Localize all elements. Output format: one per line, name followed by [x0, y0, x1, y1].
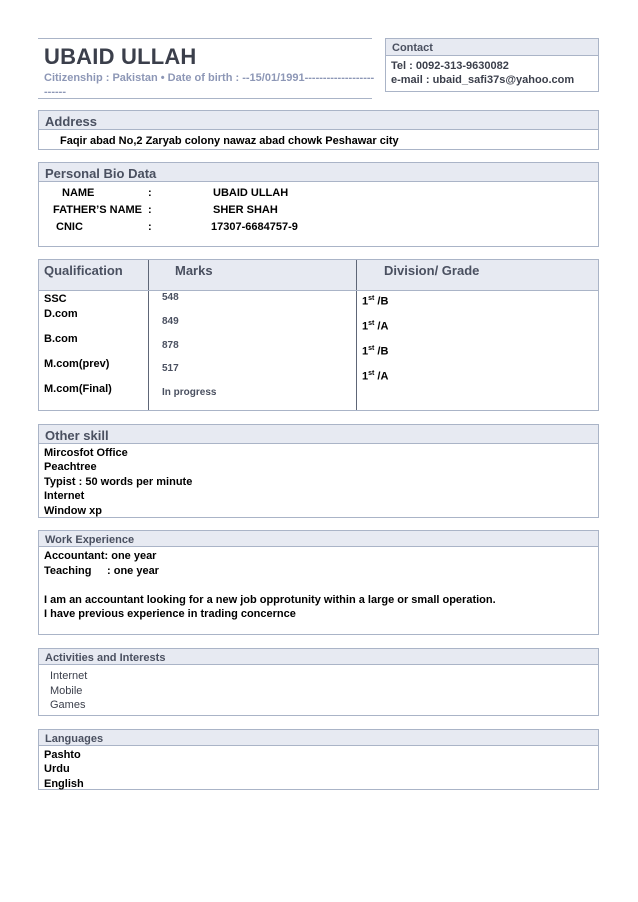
qual-degree-mcom-prev: M.com(prev): [44, 358, 110, 370]
qual-mark-mcom-final: In progress: [162, 387, 217, 398]
qual-col-marks: Marks: [175, 263, 213, 278]
activities-title: Activities and Interests: [45, 652, 166, 664]
language-item: English: [44, 778, 84, 790]
address-header: [38, 110, 599, 130]
skill-item: Peachtree: [44, 461, 97, 473]
contact-title: Contact: [392, 42, 433, 54]
skill-item: Typist : 50 words per minute: [44, 476, 193, 488]
contact-tel: Tel : 0092-313-9630082: [391, 60, 509, 72]
qual-grade-3: 1st /B: [362, 345, 389, 358]
header-bottom-rule: [38, 98, 372, 99]
bio-label-name: NAME: [62, 187, 95, 199]
work-line-accountant: Accountant: one year: [44, 550, 157, 562]
bio-title: Personal Bio Data: [45, 166, 157, 181]
skill-item: Mircosfot Office: [44, 447, 128, 459]
activity-item: Mobile: [50, 685, 83, 697]
activity-item: Internet: [50, 670, 88, 682]
bio-sep-name: :: [148, 187, 152, 199]
contact-header: [385, 38, 599, 56]
activities-header: [38, 648, 599, 665]
qual-grade-1: 1st /B: [362, 295, 389, 308]
contact-email: e-mail : ubaid_safi37s@yahoo.com: [391, 74, 575, 86]
languages-header: [38, 729, 599, 746]
skills-title: Other skill: [45, 428, 109, 443]
qual-grade-4: 1st /A: [362, 370, 389, 383]
work-line-teaching-label: Teaching: [44, 565, 92, 577]
work-header: [38, 530, 599, 547]
address-title: Address: [45, 114, 98, 129]
language-item: Pashto: [44, 749, 81, 761]
qual-col-grade: Division/ Grade: [384, 263, 480, 278]
work-title: Work Experience: [45, 534, 135, 546]
citizenship-dob-line2: ------: [44, 86, 66, 98]
qual-grade-2: 1st /A: [362, 320, 389, 333]
qual-mark-mcom-prev: 517: [162, 363, 179, 374]
citizenship-dob-line1: Citizenship : Pakistan • Date of birth : --15/01/1991-------------------: [44, 72, 375, 84]
skill-item: Window xp: [44, 505, 102, 517]
skill-item: Internet: [44, 490, 85, 502]
qual-mark-dcom: 849: [162, 316, 179, 327]
qual-mark-bcom: 878: [162, 340, 179, 351]
bio-sep-cnic: :: [148, 221, 152, 233]
activities-box: [38, 664, 599, 716]
qual-degree-dcom: D.com: [44, 308, 78, 320]
languages-box: [38, 745, 599, 790]
qual-mark-ssc: 548: [162, 292, 179, 303]
bio-header: [38, 162, 599, 182]
candidate-name: UBAID ULLAH: [44, 44, 197, 69]
bio-value-father: SHER SHAH: [213, 204, 278, 216]
work-para-1: I am an accountant looking for a new job opprotunity within a large or small operation.: [44, 594, 496, 606]
bio-sep-father: :: [148, 204, 152, 216]
address-text: Faqir abad No,2 Zaryab colony nawaz abad chowk Peshawar city: [60, 135, 399, 147]
qualification-body: [38, 290, 599, 411]
qual-degree-mcom-final: M.com(Final): [44, 383, 112, 395]
language-item: Urdu: [44, 763, 70, 775]
bio-label-cnic: CNIC: [56, 221, 83, 233]
activity-item: Games: [50, 699, 86, 711]
qual-degree-bcom: B.com: [44, 333, 78, 345]
bio-value-name: UBAID ULLAH: [213, 187, 289, 199]
qual-degree-ssc: SSC: [44, 293, 67, 305]
bio-value-cnic: 17307-6684757-9: [211, 221, 298, 233]
work-para-2: I have previous experience in trading concernce: [44, 608, 296, 620]
languages-title: Languages: [45, 733, 104, 745]
work-line-teaching-value: : one year: [107, 565, 159, 577]
bio-label-father: FATHER’S NAME: [53, 204, 143, 216]
header-top-rule: [38, 38, 372, 39]
qual-col-qualification: Qualification: [44, 263, 123, 278]
skills-header: [38, 424, 599, 444]
